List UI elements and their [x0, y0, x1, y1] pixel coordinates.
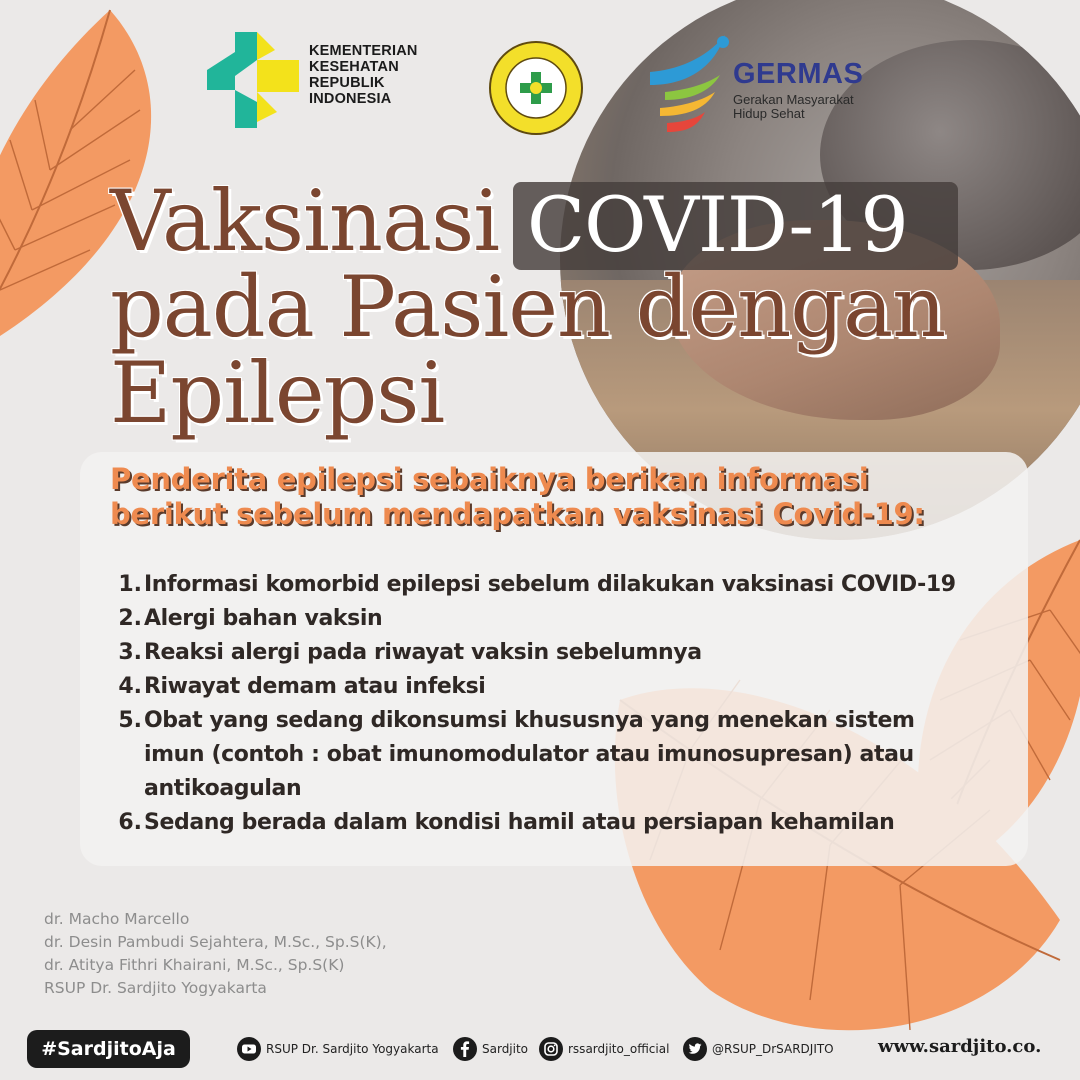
instagram-icon [538, 1036, 564, 1062]
kemkes-line-4: INDONESIA [309, 91, 392, 107]
hashtag-badge[interactable]: #SardjitoAja [27, 1030, 190, 1068]
authors [44, 908, 387, 1000]
kemkes-logo [205, 30, 418, 140]
intro-line-2: berikut sebelum mendapatkan vaksinasi Covid-19: [110, 497, 925, 531]
list-item [112, 636, 1012, 670]
kemkes-line-2: KESEHATAN [309, 59, 399, 75]
germas-title: GERMAS [733, 58, 864, 90]
facebook-label: Sardjito [482, 1042, 529, 1056]
author-line: dr. Macho Marcello [44, 910, 190, 928]
kemkes-logo-icon [205, 30, 301, 130]
youtube-icon [236, 1036, 262, 1062]
title-highlight: COVID-19 [527, 180, 908, 269]
author-line: dr. Desin Pambudi Sejahtera, M.Sc., Sp.S(K), [44, 933, 387, 951]
twitter-link[interactable] [682, 1036, 834, 1062]
list-item-text: Reaksi alergi pada riwayat vaksin sebelumnya [144, 640, 702, 665]
list-item-text: Informasi komorbid epilepsi sebelum dilakukan vaksinasi COVID-19 [144, 572, 956, 597]
kemkes-line-3: REPUBLIK [309, 75, 385, 91]
list-item [112, 568, 1012, 602]
website-link[interactable]: www.sardjito.co. [878, 1036, 1042, 1057]
germas-subtitle-line-1: Gerakan Masyarakat [733, 92, 854, 107]
info-list [112, 568, 1012, 840]
facebook-icon [452, 1036, 478, 1062]
twitter-label: @RSUP_DrSARDJITO [712, 1042, 834, 1056]
list-item-number: 4. [118, 674, 142, 699]
list-item [112, 704, 1012, 806]
youtube-link[interactable] [236, 1036, 439, 1062]
list-item-text: antikoagulan [144, 776, 302, 801]
author-line: RSUP Dr. Sardjito Yogyakarta [44, 979, 267, 997]
list-item [112, 806, 1012, 840]
list-item-text: Obat yang sedang dikonsumsi khususnya yang menekan sistem [144, 708, 915, 733]
twitter-icon [682, 1036, 708, 1062]
germas-logo-icon [645, 30, 731, 140]
list-item-number: 3. [118, 640, 142, 665]
kemkes-line-1: KEMENTERIAN [309, 43, 418, 59]
title-line-3: Epilepsi [110, 344, 445, 442]
list-item-number: 5. [118, 708, 142, 733]
intro-text [110, 462, 1010, 532]
germas-subtitle-line-2: Hidup Sehat [733, 106, 805, 121]
germas-logo [645, 30, 885, 140]
rsup-sardjito-seal-icon [488, 40, 584, 136]
instagram-link[interactable] [538, 1036, 669, 1062]
list-item-text: Sedang berada dalam kondisi hamil atau persiapan kehamilan [144, 810, 895, 835]
title-line-2: pada Pasien dengan [110, 258, 946, 356]
list-item [112, 602, 1012, 636]
author-line: dr. Atitya Fithri Khairani, M.Sc., Sp.S(K) [44, 956, 345, 974]
list-item [112, 670, 1012, 704]
list-item-number: 1. [118, 572, 142, 597]
list-item-text: Riwayat demam atau infeksi [144, 674, 486, 699]
list-item-number: 2. [118, 606, 142, 631]
youtube-label: RSUP Dr. Sardjito Yogyakarta [266, 1042, 439, 1056]
title-line-1: Vaksinasi [110, 172, 500, 270]
list-item-number: 6. [118, 810, 142, 835]
page-title [110, 172, 946, 442]
list-item-text: imun (contoh : obat imunomodulator atau imunosupresan) atau [144, 742, 914, 767]
instagram-label: rssardjito_official [568, 1042, 670, 1056]
list-item-text: Alergi bahan vaksin [144, 606, 383, 631]
intro-line-1: Penderita epilepsi sebaiknya berikan informasi [110, 462, 869, 496]
facebook-link[interactable] [452, 1036, 528, 1062]
